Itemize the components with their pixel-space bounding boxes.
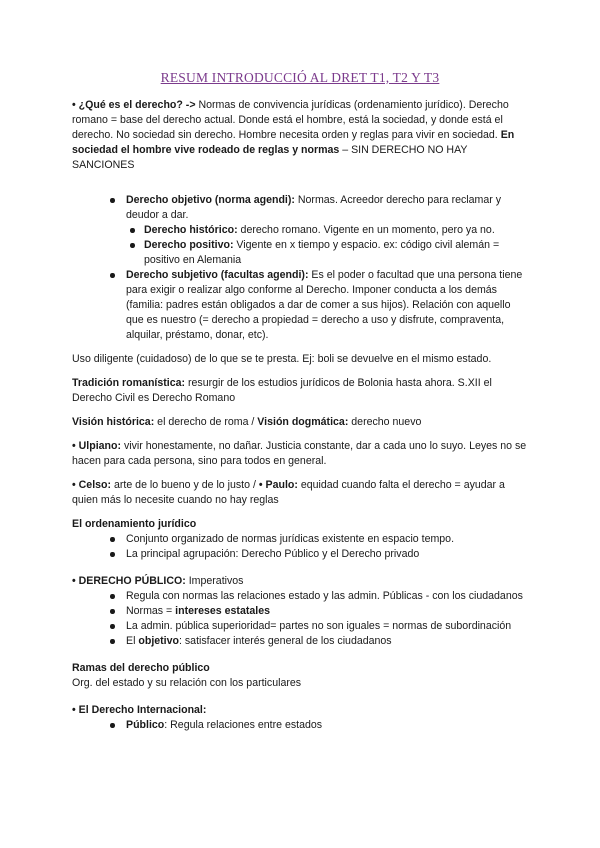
paulo-label: • Paulo: [258,479,298,491]
objetivo-label: Derecho objetivo (norma agendi): [126,194,295,206]
list-item-objetivo [126,193,528,268]
celso-text: arte de lo bueno y de lo justo / [111,479,259,491]
derecho-types-list [72,193,528,343]
document-title: RESUM INTRODUCCIÓ AL DRET T1, T2 Y T3 [160,70,440,85]
intro-bold-phrase: En sociedad el hombre vive rodeado de reglas y normas [72,129,515,156]
internacional-heading-text: • El Derecho Internacional: [72,704,207,716]
tradicion-paragraph [72,376,528,406]
ramas-heading-text: Ramas del derecho público [72,662,210,674]
publico-label: • DERECHO PÚBLICO: [72,575,186,587]
list-item [126,718,528,733]
ordenamiento-heading-text: El ordenamiento jurídico [72,518,197,530]
publico-list [72,589,528,649]
intro-paragraph [72,98,528,173]
historico-label: Derecho histórico: [144,224,238,236]
objetivo-pre: El [126,635,139,647]
tradicion-label: Tradición romanística: [72,377,186,389]
list-item [126,604,528,619]
subjetivo-text: Es el poder o facultad que una persona tiene para exigir o realizar algo conforme al Derecho. Imponer conducta a los demás (familia: padres están obligados a dar de comer a sus hijos). Relación con aquello que es nuestro (= derecho a propiedad = derecho a uso y disfrute, compraventa, alquilar, préstamo, donar, etc). [126,269,523,341]
vision-dogmatica-label: Visión dogmática: [257,416,349,428]
subjetivo-label: Derecho subjetivo (facultas agendi): [126,269,309,281]
vision-historica-label: Visión histórica: [72,416,155,428]
publico-item-text: : Regula relaciones entre estados [164,719,323,731]
paulo-text: equidad cuando falta el derecho = ayudar a quien más lo necesite cuando no hay reglas [72,479,505,506]
internacional-list [72,718,528,733]
intro-tail: – SIN DERECHO NO HAY SANCIONES [72,144,468,171]
list-item: Conjunto organizado de normas jurídicas existente en espacio tempo. [126,532,528,547]
list-item: La principal agrupación: Derecho Público y el Derecho privado [126,547,528,562]
publico-item-label: Público [126,719,165,731]
publico-text: Imperativos [185,575,244,587]
objetivo-bold: objetivo [138,635,179,647]
positivo-label: Derecho positivo: [144,239,234,251]
ulpiano-text: vivir honestamente, no dañar. Justicia constante, dar a cada uno lo suyo. Leyes no se hacen para cada persona, sino para todos en general. [72,440,527,467]
list-item-positivo [144,238,528,268]
celso-label: • Celso: [72,479,112,491]
list-item: Regula con normas las relaciones estado y las admin. Públicas - con los ciudadanos [126,589,528,604]
ramas-text: Org. del estado y su relación con los particulares [72,677,302,689]
vision-paragraph [72,415,528,430]
list-item: La admin. pública superioridad= partes no son iguales = normas de subordinación [126,619,528,634]
objetivo-post: : satisfacer interés general de los ciudadanos [179,635,392,647]
vision-historica-text: el derecho de roma / [154,416,258,428]
list-item-historico [144,223,528,238]
intereses-estatales: intereses estatales [175,605,270,617]
objetivo-sublist [126,223,528,268]
objetivo-text: Normas. Acreedor derecho para reclamar y deudor a dar. [126,194,502,221]
publico-heading [72,574,528,589]
ordenamiento-heading [72,517,528,532]
list-item-subjetivo [126,268,528,343]
historico-text: derecho romano. Vigente en un momento, pero ya no. [237,224,495,236]
positivo-text: Vigente en x tiempo y espacio. ex: código civil alemán = positivo en Alemania [144,239,500,266]
uso-paragraph: Uso diligente (cuidadoso) de lo que se te presta. Ej: boli se devuelve en el mismo estado. [72,353,492,365]
tradicion-text: resurgir de los estudios jurídicos de Bolonia hasta ahora. S.XII el Derecho Civil es Derecho Romano [72,377,492,404]
internacional-heading [72,703,528,718]
normas-pre: Normas = [126,605,176,617]
ordenamiento-list [72,532,528,562]
ulpiano-paragraph [72,439,528,469]
celso-paragraph [72,478,528,508]
ulpiano-label: • Ulpiano: [72,440,122,452]
intro-question: • ¿Qué es el derecho? -> [72,99,196,111]
intro-answer: Normas de convivencia jurídicas (ordenamiento jurídico). Derecho romano = base del derecho actual. Donde está el hombre, está la sociedad, y donde está el derecho. No sociedad sin derecho. Hombre necesita orden y reglas para vivir en sociedad. [72,99,509,141]
ramas-heading [72,661,528,676]
vision-dogmatica-text: derecho nuevo [348,416,422,428]
document-page [72,70,528,733]
list-item [126,634,528,649]
